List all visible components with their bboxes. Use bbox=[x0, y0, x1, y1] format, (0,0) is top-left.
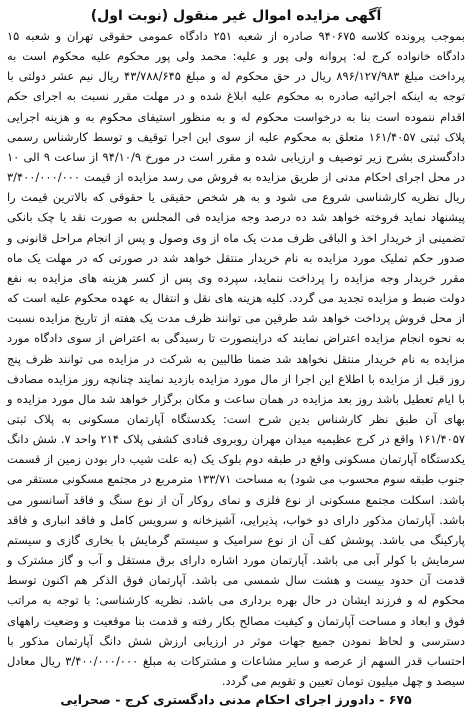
notice-title: آگهی مزایده اموال غیر منقول (نوبت اول) bbox=[90, 8, 382, 24]
notice-body: بموجب پرونده کلاسه ۹۴۰۶۷۵ صادره از شعبه ۲۵۱ دادگاه عمومی حقوقی تهران و شعبه ۱۵ دادگاه خانواده کرج له: پروانه ولی پور و علیه: محمد ولی پور محکوم علیه محکوم است به پرداخت مبلغ ۸۹۶/۱۲۷/۹۸۳ ریال در حق محکوم له و مبلغ ۴۳/۷۸۸/۶۴۵ ریال نیم عشر دولتی با توجه به اینکه اجرائیه صادره به محکوم علیه ابلاغ شده و در مهلت مقرر نسبت به اجرای حکم اقدام ننموده است بنا به درخواست محکوم له و به منظور استیفای محکوم به و هزینه اجرایی پلاک ثبتی ۱۶۱/۴۰۵۷ متعلق به محکوم علیه از سوی این اجرا توقیف و توسط کارشناس رسمی دادگستری بشرح زیر توصیف و ارزیابی شده و مقرر است در مورخ ۹۴/۱۰/۹ از ساعت ۹ الی ۱۰ در محل اجرای احکام مدنی از طریق مزایده به فروش می رسد مزایده از قیمت ۳/۴۰۰/۰۰۰/۰۰۰ ریال نظریه کارشناسی شروع می شود و به هر شخص حقیقی یا حقوقی که بالاترین قیمت را پیشنهاد نماید فروخته خواهد شد ده درصد وجه مزایده فی المجلس به صورت نقد یا چک بانکی تضمینی از خریدار اخذ و الباقی ظرف مدت یک ماه از وی وصول و پس از انجام مراحل قانونی و صدور حکم تملیک مورد مزایده به نام خریدار منتقل خواهد شد در صورتی که در مهلت یک ماه مقرر خریدار وجه مزایده را پرداخت ننماید، سپرده وی پس از کسر هزینه های مزایده به نفع دولت ضبط و مزایده تجدید می گردد. کلیه هزینه های نقل و انتقال به عهده محکوم علیه است که از محل فروش پرداخت خواهد شد طرفین می توانند ظرف مدت یک هفته از تاریخ مزایده نسبت به نحوه انجام مزایده اعتراض نمایند که دراینصورت تا رسیدگی به اعتراض از سوی دادگاه مورد مزایده به نام خریدار منتقل نخواهد شد ضمنا طالبین به شرکت در مزایده می توانند ظرف پنج روز قبل از مزایده با اطلاع این اجرا از مال مورد مزایده بازدید نمایند چنانچه روز مزایده مصادف با ایام تعطیل باشد روز بعد مزایده در همان ساعت و مکان برگزار خواهد شد مال مورد مزایده و بهای آن طبق نظر کارشناس بدین شرح است: یکدستگاه آپارتمان مسکونی به پلاک ثبتی ۱۶۱/۴۰۵۷ واقع در کرج عظیمیه میدان مهران روبروی قنادی کشفی پلاک ۲۱۴ واحد ۷. شش دانگ یکدستگاه آپارتمان مسکونی واقع در طبقه دوم بلوک یک (به علت شیب دار بودن زمین از قسمت جنوب طبقه سوم محسوب می شود) به مساحت ۱۳۳/۷۱ مترمربع در مجتمع مسکونی مستقر می باشد. اسکلت مجتمع مسکونی از نوع فلزی و نمای روکار آن از نوع سنگ و فاقد آسانسور می باشد. آپارتمان مذکور دارای دو خواب، پذیرایی، آشپزخانه و سرویس کامل و فاقد انباری و فاقد پارکینگ می باشد. پوشش کف آن از نوع سرامیک و سیستم گرمایش با بخاری گازی و سیستم سرمایش با کولر آبی می باشد. آپارتمان مورد اشاره دارای برق مستقل و آب و گاز مشترک و قدمت آن حدود بیست و هشت سال شمسی می باشد. آپارتمان فوق الذکر هم اکنون توسط محکوم له و فرزند ایشان در حال بهره برداری می باشد. نظریه کارشناسی: با توجه به مراتب فوق و ابعاد و مساحت آپارتمان و کیفیت مصالح بکار رفته و قدمت بنا موقعیت و وضعیت راههای دسترسی و لحاظ نمودن جمیع جهات موثر در ارزیابی ارزش شش دانگ آپارتمان مذکور با احتساب قدر السهم از عرصه و سایر مشاعات و مشترکات به مبلغ ۳/۴۰۰/۰۰۰/۰۰۰ ریال معادل سیصد و چهل میلیون تومان تعیین و تقویم می گردد. bbox=[7, 29, 466, 688]
notice-footer: ۶۷۵ - دادورز اجرای احکام مدنی دادگستری کرج - صحرایی bbox=[60, 692, 412, 708]
